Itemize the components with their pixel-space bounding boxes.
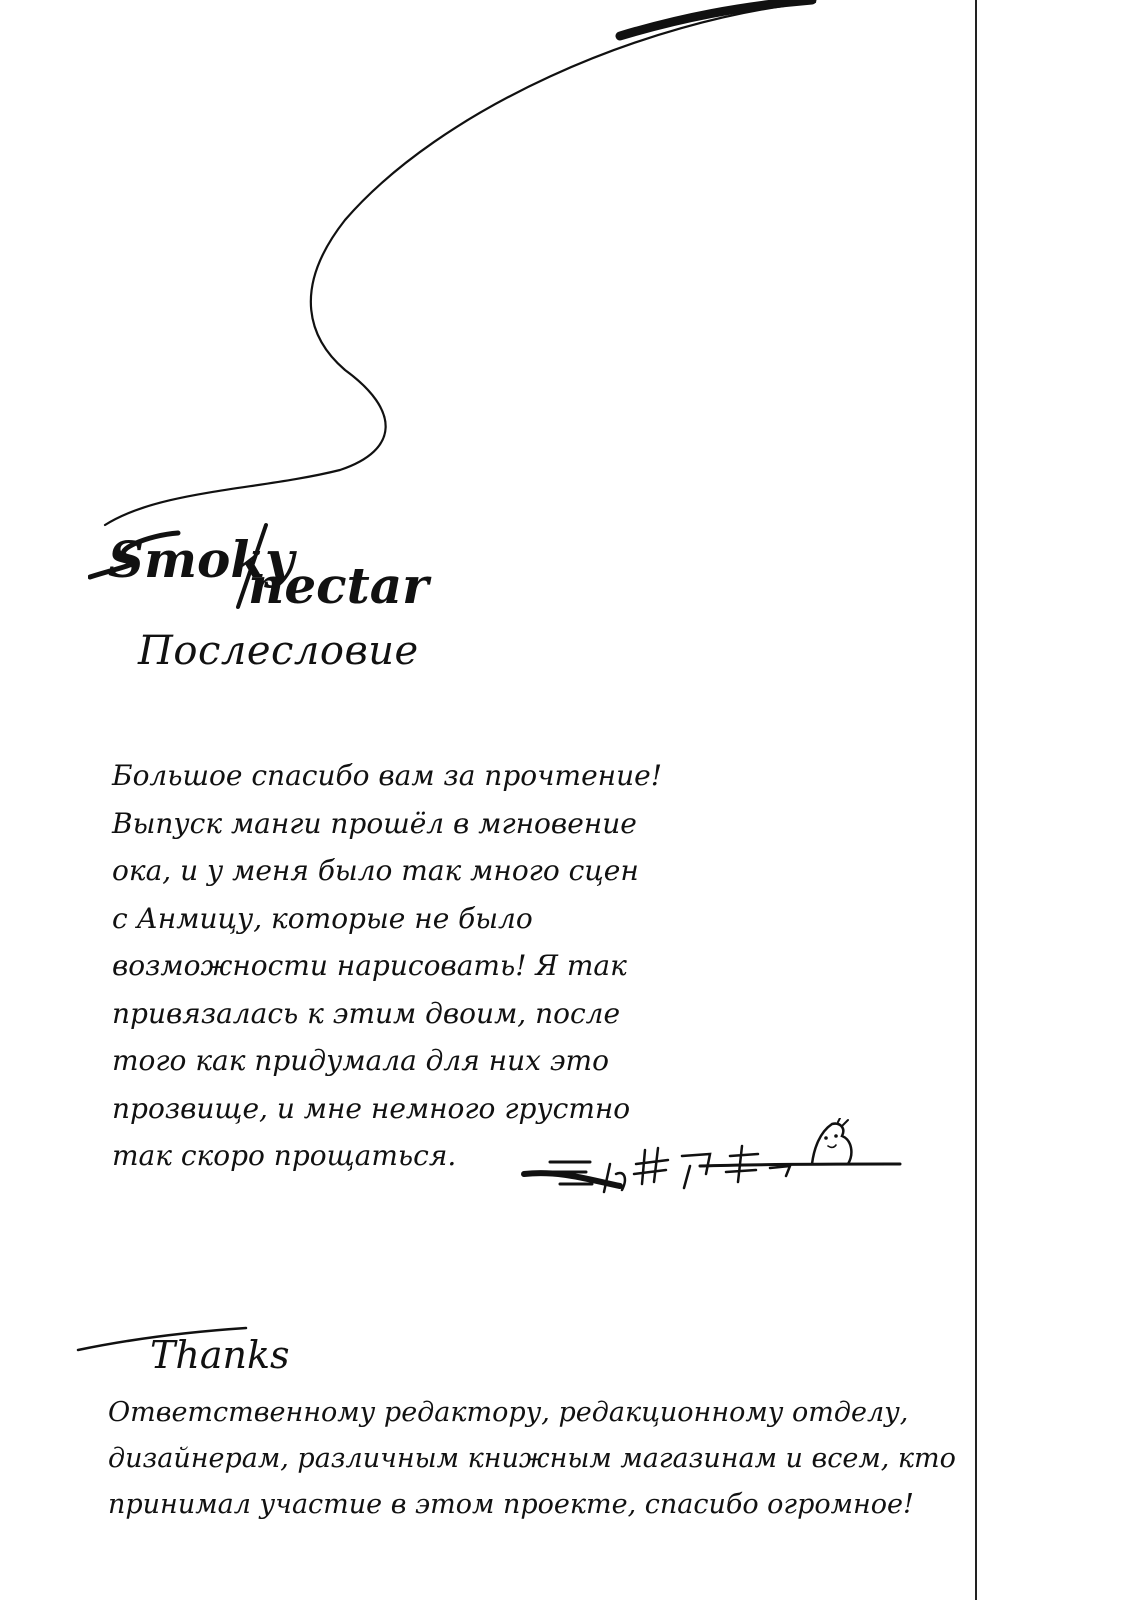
afterword-title: Послесловие bbox=[138, 628, 419, 674]
afterword-line: того как придумала для них это bbox=[112, 1044, 609, 1077]
author-signature-doodle bbox=[520, 1118, 905, 1203]
thanks-line: Ответственному редактору, редакционному отделу, bbox=[108, 1397, 909, 1428]
afterword-body bbox=[112, 752, 662, 1180]
logo-word-nectar: nectar bbox=[248, 556, 429, 615]
afterword-line: прозвище, и мне немного грустно bbox=[112, 1091, 631, 1125]
thanks-line: дизайнерам, различным книжным магазинам и всем, кто bbox=[108, 1443, 956, 1474]
thanks-body bbox=[108, 1390, 956, 1528]
afterword-line: Большое спасибо вам за прочтение! bbox=[112, 759, 662, 792]
thanks-title-text: Thanks bbox=[150, 1333, 290, 1377]
thanks-heading bbox=[76, 1318, 316, 1378]
afterword-line: привязалась к этим двоим, после bbox=[112, 996, 621, 1030]
logo-word-smoky: Smoky bbox=[108, 530, 295, 589]
afterword-line: ока, и у меня было так много сцен bbox=[112, 854, 639, 887]
decorative-ink-swirl bbox=[0, 0, 1125, 560]
afterword-line: Выпуск манги прошёл в мгновение bbox=[112, 806, 637, 840]
thanks-line: принимал участие в этом проекте, спасибо огромное! bbox=[108, 1489, 914, 1520]
afterword-line: возможности нарисовать! Я так bbox=[112, 949, 627, 982]
afterword-line: так скоро прощаться. bbox=[112, 1139, 457, 1172]
afterword-line: с Анмицу, которые не было bbox=[112, 901, 533, 935]
smoky-nectar-logo bbox=[88, 515, 488, 625]
